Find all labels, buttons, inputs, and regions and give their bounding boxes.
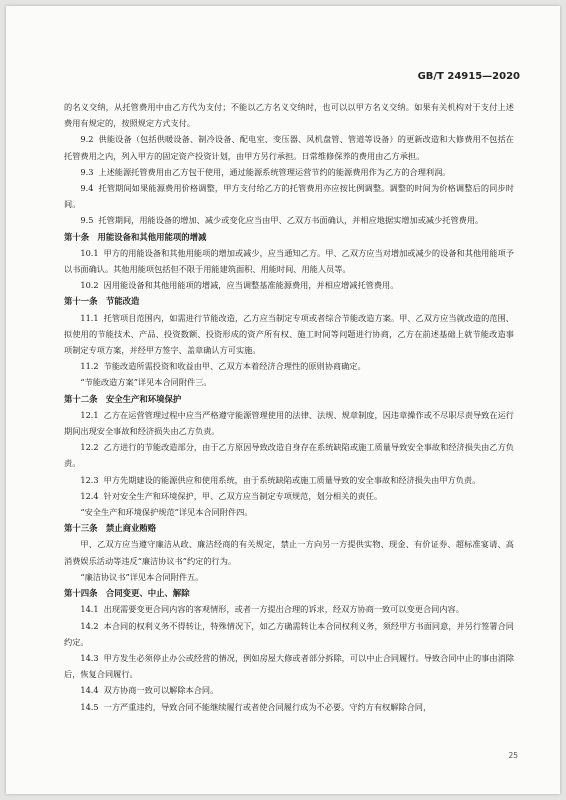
clause-text: 托管期间如果能源费用价格调整，甲方支付给乙方的托管费用亦应按比例调整。调整的时间为价格调整后的同步时间。 xyxy=(64,183,514,210)
clause-number: 14.5 xyxy=(80,701,99,712)
clause-paragraph xyxy=(64,277,514,293)
clause-paragraph xyxy=(64,245,514,277)
clause-paragraph xyxy=(64,180,514,212)
clause-number: 9.3 xyxy=(80,166,94,177)
clause-text: 针对安全生产和环境保护，甲、乙双方应当制定专项规范，划分相关的责任。 xyxy=(103,490,383,501)
clause-number: 11.1 xyxy=(80,312,99,323)
clause-paragraph xyxy=(64,472,514,488)
clause-number: 14.4 xyxy=(80,685,99,696)
clause-number: 11.2 xyxy=(80,361,99,372)
clause-number: 9.4 xyxy=(80,183,94,194)
clause-text: 本合同的权利义务不得转让，特殊情况下，如乙方确需转让本合同权利义务，须经甲方书面同意，并另行签署合同约定。 xyxy=(64,620,514,647)
clause-number: 10.1 xyxy=(80,247,99,258)
section-heading: 第十三条 禁止商业贿赂 xyxy=(64,523,157,534)
clause-number: 14.1 xyxy=(80,604,99,615)
clause-text: “安全生产和环境保护规范”详见本合同附件四。 xyxy=(80,507,253,518)
section-heading: 第十一条 节能改造 xyxy=(64,296,140,307)
clause-text: 托管期间，用能设备的增加、减少或变化应当由甲、乙双方书面确认，并相应地据实增加或减少托管费用。 xyxy=(98,215,484,226)
clause-text: 甲方发生必须停止办公或经营的情况，例如房屋大修或者部分拆除，可以中止合同履行。导致合同中止的事由消除后，恢复合同履行。 xyxy=(64,652,514,680)
document-body xyxy=(64,99,514,715)
clause-text: 节能改造所需投资和收益由甲、乙双方本着经济合理性的原则协商确定。 xyxy=(103,361,366,372)
clause-paragraph xyxy=(64,374,514,390)
clause-text: 乙方在运营管理过程中应当严格遵守能源管理使用的法律、法规、规章制度，因违章操作或不尽职尽责导致在运行期间出现安全事故和经济损失由乙方负责。 xyxy=(64,409,514,437)
clause-text: 出现需要变更合同内容的客观情形，或者一方提出合理的诉求，经双方协商一致可以变更合同内容。 xyxy=(103,604,464,615)
clause-text: 供能设备（包括供暖设备、制冷设备、配电室、变压器、风机盘管、管道等设备）的更新改造和大修费用不包括在托管费用之内，列入甲方的固定资产投资计划，由甲方另行承担。日常维修保养的费用由乙方承担。 xyxy=(64,134,514,161)
clause-text: 乙方进行的节能改造部分，由于乙方原因导致改造自身存在系统缺陷或施工质量导致安全事故和经济损失由乙方负责。 xyxy=(64,442,514,469)
clause-number: 12.3 xyxy=(80,474,99,485)
clause-number: 12.4 xyxy=(80,490,99,501)
clause-text: 甲方先期建设的能源供应和使用系统，由于系统缺陷或施工质量导致的安全事故和经济损失由甲方负责。 xyxy=(103,474,481,485)
clause-text: 因用能设备和其他用能项的增减，应当调整基准能源费用，并相应增减托管费用。 xyxy=(103,280,399,291)
clause-paragraph xyxy=(64,407,514,439)
clause-number: 12.2 xyxy=(80,442,99,453)
section-heading: 第十条 用能设备和其他用能项的增减 xyxy=(64,231,207,242)
clause-number: 12.1 xyxy=(80,409,99,420)
clause-paragraph xyxy=(64,569,514,585)
clause-text: 双方协商一致可以解除本合同。 xyxy=(103,685,219,696)
document-page xyxy=(6,6,560,794)
clause-paragraph xyxy=(64,618,514,650)
section-heading: 第十四条 合同变更、中止、解除 xyxy=(64,588,190,599)
clause-text: 甲方的用能设备和其他用能项的增加或减少，应当通知乙方。甲、乙双方应当对增加或减少的设备和其他用能项予以书面确认。其他用能项包括但不限于用能建筑面积、用能时间、用能人员等。 xyxy=(64,247,514,275)
clause-paragraph xyxy=(64,212,514,228)
clause-number: 14.2 xyxy=(80,620,99,631)
page-number: 25 xyxy=(508,751,518,760)
clause-number: 14.3 xyxy=(80,652,99,663)
clause-text: 的名义交纳，从托管费用中由乙方代为支付；不能以乙方名义交纳时，也可以以甲方名义交纳。如果有关机构对于支付上述费用有规定的，按照规定方式支付。 xyxy=(64,102,514,129)
clause-paragraph xyxy=(64,650,514,682)
clause-paragraph xyxy=(64,99,514,131)
clause-text: 甲、乙双方应当遵守廉洁从政、廉洁经商的有关规定，禁止一方向另一方提供实物、现金、有价证券、超标准宴请、高消费娱乐活动等违反“廉洁协议书”约定的行为。 xyxy=(64,539,514,566)
clause-text: 一方严重违约，导致合同不能继续履行或者使合同履行成为不必要。守约方有权解除合同， xyxy=(103,701,432,712)
clause-paragraph xyxy=(64,439,514,471)
section-heading: 第十二条 安全生产和环境保护 xyxy=(64,393,182,404)
clause-paragraph xyxy=(64,131,514,163)
clause-paragraph xyxy=(64,601,514,617)
clause-paragraph xyxy=(64,504,514,520)
clause-paragraph xyxy=(64,536,514,568)
clause-number: 9.5 xyxy=(80,215,94,226)
standard-code-header: GB/T 24915—2020 xyxy=(417,71,520,82)
clause-paragraph xyxy=(64,310,514,359)
clause-number: 9.2 xyxy=(80,134,94,145)
clause-paragraph xyxy=(64,682,514,698)
clause-text: “廉洁协议书”详见本合同附件五。 xyxy=(80,571,204,582)
clause-text: 上述能源托管费用由乙方包干使用，通过能源系统管理运营节约的能源费用作为乙方的合理利润。 xyxy=(98,166,451,177)
clause-paragraph xyxy=(64,358,514,374)
clause-paragraph xyxy=(64,164,514,180)
clause-number: 10.2 xyxy=(80,280,99,291)
clause-text: 托管项目范围内，如需进行节能改造，乙方应当制定专项或者综合节能改造方案。甲、乙双方应当就改造的范围、拟使用的节能技术、产品、投资数额、投资形成的资产所有权、施工时间等问题进行协商，乙方在前述基础上就节能改造事项制定专项方案，并经甲方签字、盖章确认方可实施。 xyxy=(64,312,514,356)
clause-paragraph xyxy=(64,488,514,504)
clause-paragraph xyxy=(64,699,514,715)
clause-text: “节能改造方案”详见本合同附件三。 xyxy=(80,377,212,388)
